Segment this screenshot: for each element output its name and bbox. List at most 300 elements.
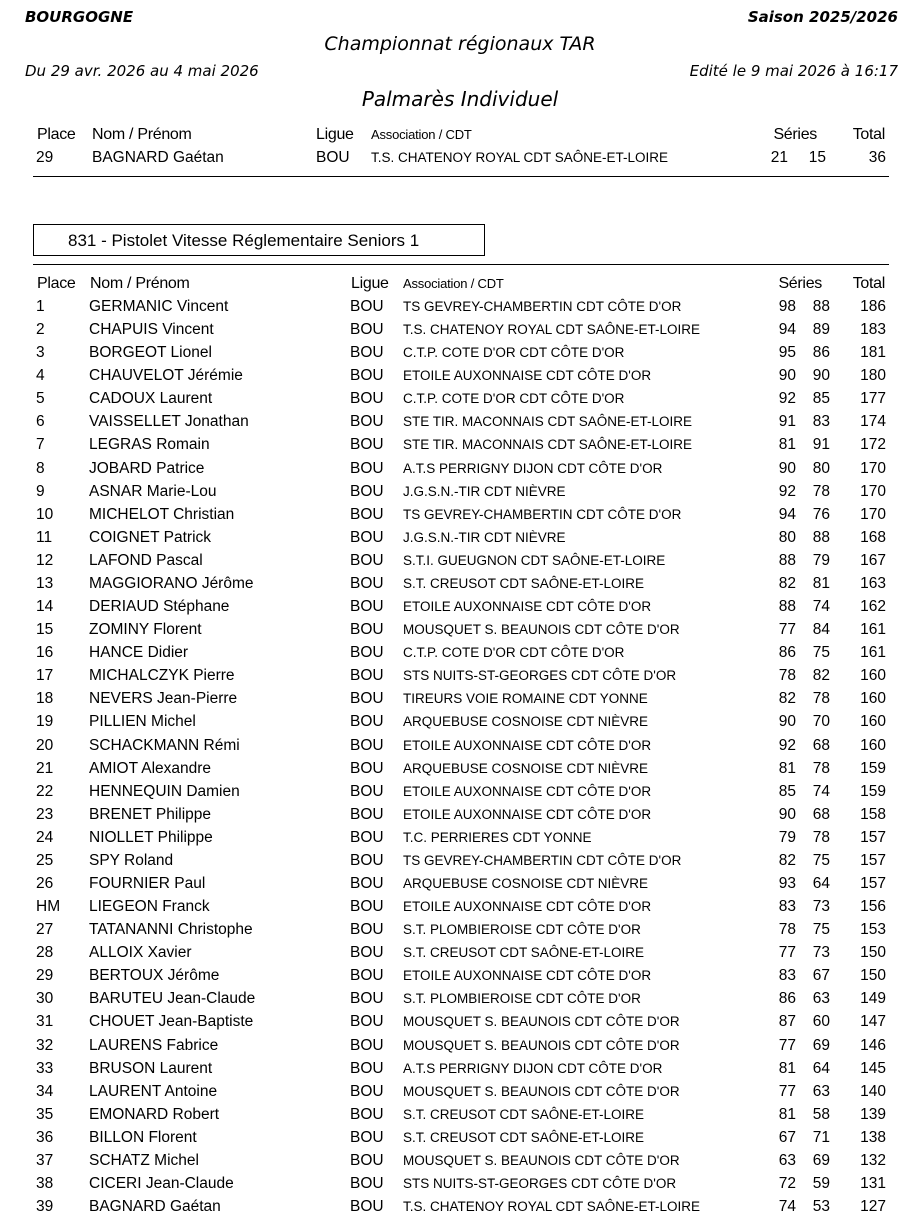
row-ligue: BOU: [350, 782, 384, 800]
row-series-2: 89: [812, 321, 830, 339]
table-row: [0, 321, 920, 344]
row-series-1: 77: [778, 1082, 796, 1100]
table-row: [0, 598, 920, 621]
row-series-2: 63: [812, 990, 830, 1008]
row-place: 31: [36, 1013, 54, 1031]
row-total: 163: [860, 574, 886, 592]
row-association: TIREURS VOIE ROMAINE CDT YONNE: [403, 691, 648, 707]
row-place: 2: [36, 321, 45, 339]
row-series-2: 90: [812, 367, 830, 385]
row-association: S.T. CREUSOT CDT SAÔNE-ET-LOIRE: [403, 945, 645, 961]
row-place: 27: [36, 921, 54, 939]
row-name: NIOLLET Philippe: [89, 828, 213, 846]
row-name: TATANANNI Christophe: [89, 921, 253, 939]
row-association: STE TIR. MACONNAIS CDT SAÔNE-ET-LOIRE: [403, 414, 693, 430]
row-association: S.T. PLOMBIEROISE CDT CÔTE D'OR: [403, 991, 641, 1007]
table-row: [0, 506, 920, 529]
row-place: 4: [36, 367, 45, 385]
row-name: SCHATZ Michel: [89, 1151, 199, 1169]
row-ligue: BOU: [350, 390, 384, 408]
row-place: 34: [36, 1082, 54, 1100]
row-series-2: 71: [812, 1128, 830, 1146]
table-row: [0, 1175, 920, 1198]
row-place: 19: [36, 713, 54, 731]
table-row: [0, 783, 920, 806]
row-name: MAGGIORANO Jérôme: [89, 574, 254, 592]
row-name: MICHELOT Christian: [89, 505, 235, 523]
row-ligue: BOU: [350, 990, 384, 1008]
row-series-2: 82: [812, 667, 830, 685]
row-name: BERTOUX Jérôme: [89, 967, 220, 985]
row-series-2: 67: [812, 967, 830, 985]
table-row: [0, 921, 920, 944]
table-row: [0, 1083, 920, 1106]
row-series-2: 73: [812, 898, 830, 916]
row-association: T.S. CHATENOY ROYAL CDT SAÔNE-ET-LOIRE: [403, 1199, 701, 1215]
table-row: [0, 621, 920, 644]
row-name: LAFOND Pascal: [89, 551, 203, 569]
table-row: [0, 1152, 920, 1175]
row-series-1: 94: [778, 505, 796, 523]
row-series-2: 86: [812, 344, 830, 362]
row-name: NEVERS Jean-Pierre: [89, 690, 238, 708]
row-association: ETOILE AUXONNAISE CDT CÔTE D'OR: [403, 806, 652, 822]
row-ligue: BOU: [350, 713, 384, 731]
row-place: 29: [36, 967, 54, 985]
row-series-2: 79: [812, 551, 830, 569]
row-series-2: 85: [812, 390, 830, 408]
row-name: PILLIEN Michel: [89, 713, 196, 731]
table-row: [0, 1037, 920, 1060]
row-association: C.T.P. COTE D'OR CDT CÔTE D'OR: [403, 345, 625, 361]
row-name: COIGNET Patrick: [89, 528, 212, 546]
row-ligue: BOU: [350, 875, 384, 892]
row-series-2: 78: [812, 828, 830, 846]
row-place: 26: [36, 875, 54, 892]
row-place: 7: [36, 436, 45, 454]
col-series-header: Séries: [773, 126, 817, 143]
row-series-1: 90: [778, 805, 796, 823]
row-total: 186: [860, 298, 886, 315]
shooter-header-row: [0, 126, 920, 149]
col-name-header: Nom / Prénom: [90, 275, 190, 292]
row-total: 132: [860, 1151, 886, 1169]
season-label: Saison 2025/2026: [747, 8, 898, 26]
row-place: 9: [36, 482, 45, 500]
row-series-2: 78: [812, 482, 830, 500]
row-name: ASNAR Marie-Lou: [89, 482, 217, 500]
row-association: MOUSQUET S. BEAUNOIS CDT CÔTE D'OR: [403, 622, 680, 638]
shooter-association: T.S. CHATENOY ROYAL CDT SAÔNE-ET-LOIRE: [371, 150, 669, 165]
row-place: 25: [36, 851, 54, 869]
table-row: [0, 760, 920, 783]
row-place: 6: [36, 413, 45, 431]
table-row: [0, 413, 920, 436]
table-row: [0, 898, 920, 921]
row-total: 162: [860, 598, 886, 616]
row-association: ETOILE AUXONNAISE CDT CÔTE D'OR: [403, 968, 652, 984]
row-place: 33: [36, 1059, 54, 1077]
row-association: MOUSQUET S. BEAUNOIS CDT CÔTE D'OR: [403, 1037, 680, 1053]
row-ligue: BOU: [350, 667, 384, 685]
row-series-2: 69: [812, 1036, 830, 1054]
event-box: [33, 224, 485, 256]
row-name: ZOMINY Florent: [89, 621, 202, 639]
row-series-2: 63: [812, 1082, 830, 1100]
row-name: DERIAUD Stéphane: [89, 598, 230, 616]
table-row: [0, 1106, 920, 1129]
row-total: 180: [860, 367, 886, 385]
row-total: 160: [860, 736, 886, 754]
row-name: CADOUX Laurent: [89, 390, 213, 408]
row-total: 139: [860, 1105, 886, 1123]
row-ligue: BOU: [350, 436, 384, 454]
row-place: 35: [36, 1105, 54, 1123]
row-ligue: BOU: [350, 344, 384, 362]
row-series-2: 70: [812, 713, 830, 731]
row-series-2: 78: [812, 690, 830, 708]
row-series-1: 81: [778, 436, 796, 454]
row-association: A.T.S PERRIGNY DIJON CDT CÔTE D'OR: [403, 1060, 663, 1076]
row-name: CHAPUIS Vincent: [89, 321, 214, 339]
row-total: 161: [860, 621, 886, 639]
row-total: 158: [860, 805, 886, 823]
row-series-2: 64: [812, 1059, 830, 1077]
row-series-2: 78: [812, 759, 830, 777]
championship-title: Championnat régionaux TAR: [324, 33, 596, 55]
row-association: J.G.S.N.-TIR CDT NIÈVRE: [403, 529, 566, 545]
row-series-1: 77: [778, 1036, 796, 1054]
row-name: LEGRAS Romain: [89, 436, 210, 454]
table-row: [0, 367, 920, 390]
event-title: 831 - Pistolet Vitesse Réglementaire Seniors 1: [68, 231, 420, 250]
row-name: LAURENS Fabrice: [89, 1036, 219, 1054]
table-row: [0, 644, 920, 667]
row-ligue: BOU: [350, 736, 384, 754]
row-series-2: 74: [812, 598, 830, 616]
shooter-name: BAGNARD Gaétan: [92, 149, 224, 166]
row-series-2: 73: [812, 944, 830, 962]
row-ligue: BOU: [350, 967, 384, 985]
row-place: 5: [36, 390, 45, 408]
row-place: 8: [36, 459, 45, 477]
row-series-2: 75: [812, 851, 830, 869]
row-series-1: 90: [778, 367, 796, 385]
row-series-2: 84: [812, 621, 830, 639]
row-name: GERMANIC Vincent: [89, 298, 229, 315]
row-place: 1: [36, 298, 45, 315]
row-total: 167: [860, 551, 886, 569]
row-association: C.T.P. COTE D'OR CDT CÔTE D'OR: [403, 645, 625, 661]
row-name: CHOUET Jean-Baptiste: [89, 1013, 254, 1031]
row-name: EMONARD Robert: [89, 1105, 220, 1123]
row-series-1: 82: [778, 690, 796, 708]
row-association: MOUSQUET S. BEAUNOIS CDT CÔTE D'OR: [403, 1014, 680, 1030]
row-series-1: 82: [778, 574, 796, 592]
row-association: ARQUEBUSE COSNOISE CDT NIÈVRE: [403, 760, 649, 776]
row-total: 161: [860, 644, 886, 662]
col-place-header: Place: [37, 275, 76, 292]
row-series-1: 92: [778, 390, 796, 408]
row-association: S.T. CREUSOT CDT SAÔNE-ET-LOIRE: [403, 1106, 645, 1122]
row-series-1: 90: [778, 459, 796, 477]
table-row: [0, 806, 920, 829]
row-total: 159: [860, 759, 886, 777]
table-row: [0, 713, 920, 736]
row-total: 150: [860, 967, 886, 985]
row-series-2: 53: [812, 1198, 830, 1216]
row-name: BAGNARD Gaétan: [89, 1198, 221, 1216]
row-ligue: BOU: [350, 1036, 384, 1054]
row-ligue: BOU: [350, 551, 384, 569]
row-place: 11: [36, 528, 53, 546]
table-row: [0, 436, 920, 459]
row-association: S.T.I. GUEUGNON CDT SAÔNE-ET-LOIRE: [403, 552, 666, 568]
row-ligue: BOU: [350, 528, 384, 546]
row-series-1: 74: [778, 1198, 796, 1216]
row-association: ETOILE AUXONNAISE CDT CÔTE D'OR: [403, 737, 652, 753]
row-series-1: 82: [778, 851, 796, 869]
shooter-series-1: 21: [770, 149, 788, 166]
row-total: 156: [860, 898, 886, 916]
row-place: 23: [36, 805, 54, 823]
row-total: 147: [860, 1013, 886, 1031]
row-association: S.T. CREUSOT CDT SAÔNE-ET-LOIRE: [403, 1129, 645, 1145]
row-series-1: 91: [778, 413, 796, 431]
col-ligue-header: Ligue: [316, 126, 354, 143]
row-series-1: 85: [778, 782, 796, 800]
row-place: 22: [36, 782, 54, 800]
row-ligue: BOU: [350, 690, 384, 708]
row-association: T.S. CHATENOY ROYAL CDT SAÔNE-ET-LOIRE: [403, 322, 701, 338]
row-ligue: BOU: [350, 944, 384, 962]
row-place: 20: [36, 736, 54, 754]
row-place: 10: [36, 505, 54, 523]
row-ligue: BOU: [350, 321, 384, 339]
row-name: CICERI Jean-Claude: [89, 1175, 234, 1193]
row-ligue: BOU: [350, 413, 384, 431]
col-total-header: Total: [852, 126, 885, 143]
table-row: [0, 460, 920, 483]
row-ligue: BOU: [350, 805, 384, 823]
row-ligue: BOU: [350, 505, 384, 523]
row-total: 127: [860, 1198, 886, 1216]
row-series-2: 75: [812, 921, 830, 939]
row-total: 181: [860, 344, 886, 362]
row-total: 153: [860, 921, 886, 939]
row-series-1: 81: [778, 1105, 796, 1123]
row-association: A.T.S PERRIGNY DIJON CDT CÔTE D'OR: [403, 460, 663, 476]
row-series-2: 64: [812, 875, 830, 892]
shooter-row: [0, 149, 920, 172]
row-series-2: 75: [812, 644, 830, 662]
row-total: 157: [860, 828, 886, 846]
row-series-2: 80: [812, 459, 830, 477]
row-name: VAISSELLET Jonathan: [89, 413, 249, 431]
row-association: ARQUEBUSE COSNOISE CDT NIÈVRE: [403, 876, 649, 891]
row-name: BARUTEU Jean-Claude: [89, 990, 256, 1008]
row-association: ETOILE AUXONNAISE CDT CÔTE D'OR: [403, 783, 652, 799]
row-ligue: BOU: [350, 598, 384, 616]
row-total: 131: [860, 1175, 886, 1193]
row-name: BRENET Philippe: [89, 805, 212, 823]
row-place: 24: [36, 828, 54, 846]
row-series-1: 93: [778, 875, 796, 892]
row-series-2: 74: [812, 782, 830, 800]
row-place: 13: [36, 574, 54, 592]
row-total: 183: [860, 321, 886, 339]
row-name: AMIOT Alexandre: [89, 759, 212, 777]
row-series-1: 63: [778, 1151, 796, 1169]
row-name: ALLOIX Xavier: [89, 944, 192, 962]
row-name: MICHALCZYK Pierre: [89, 667, 235, 685]
col-association-header: Association / CDT: [403, 276, 504, 291]
row-place: 32: [36, 1036, 54, 1054]
row-total: 140: [860, 1082, 886, 1100]
shooter-total: 36: [868, 149, 886, 166]
row-series-1: 88: [778, 598, 796, 616]
row-series-1: 87: [778, 1013, 796, 1031]
row-series-1: 90: [778, 713, 796, 731]
row-ligue: BOU: [350, 298, 384, 315]
row-series-2: 91: [812, 436, 830, 454]
row-series-1: 88: [778, 551, 796, 569]
row-series-1: 78: [778, 921, 796, 939]
row-name: BILLON Florent: [89, 1128, 197, 1146]
row-association: J.G.S.N.-TIR CDT NIÈVRE: [403, 483, 566, 499]
row-series-1: 67: [778, 1128, 796, 1146]
table-row: [0, 737, 920, 760]
row-association: STE TIR. MACONNAIS CDT SAÔNE-ET-LOIRE: [403, 437, 693, 453]
row-series-1: 83: [778, 967, 796, 985]
row-ligue: BOU: [350, 1059, 384, 1077]
divider: [33, 264, 889, 265]
section-title: Palmarès Individuel: [361, 87, 559, 111]
shooter-series-2: 15: [808, 149, 826, 166]
date-range: Du 29 avr. 2026 au 4 mai 2026: [25, 62, 259, 80]
table-row: [0, 944, 920, 967]
row-series-2: 69: [812, 1151, 830, 1169]
row-total: 168: [860, 528, 886, 546]
table-row: [0, 667, 920, 690]
row-place: HM: [36, 898, 61, 916]
row-place: 12: [36, 551, 54, 569]
row-place: 16: [36, 644, 54, 662]
row-name: LIEGEON Franck: [89, 898, 210, 916]
table-row: [0, 552, 920, 575]
row-series-1: 86: [778, 990, 796, 1008]
table-row: [0, 1013, 920, 1036]
row-total: 170: [860, 459, 886, 477]
row-series-1: 92: [778, 482, 796, 500]
row-place: 36: [36, 1128, 54, 1146]
table-row: [0, 852, 920, 875]
table-row: [0, 1198, 920, 1221]
row-association: MOUSQUET S. BEAUNOIS CDT CÔTE D'OR: [403, 1083, 680, 1099]
row-series-1: 83: [778, 898, 796, 916]
row-total: 170: [860, 482, 886, 500]
row-association: STS NUITS-ST-GEORGES CDT CÔTE D'OR: [403, 668, 677, 684]
row-total: 146: [860, 1036, 886, 1054]
col-total-header: Total: [852, 275, 885, 292]
row-name: JOBARD Patrice: [89, 459, 205, 477]
row-name: HANCE Didier: [89, 644, 189, 662]
row-name: SCHACKMANN Rémi: [89, 736, 240, 754]
row-ligue: BOU: [350, 1175, 384, 1193]
row-ligue: BOU: [350, 1013, 384, 1031]
row-association: STS NUITS-ST-GEORGES CDT CÔTE D'OR: [403, 1176, 677, 1192]
table-row: [0, 829, 920, 852]
row-name: CHAUVELOT Jérémie: [89, 367, 243, 385]
row-series-2: 76: [812, 505, 830, 523]
row-place: 14: [36, 598, 54, 616]
row-total: 149: [860, 990, 886, 1008]
row-association: S.T. PLOMBIEROISE CDT CÔTE D'OR: [403, 922, 641, 938]
table-row: [0, 390, 920, 413]
row-association: TS GEVREY-CHAMBERTIN CDT CÔTE D'OR: [403, 506, 682, 522]
row-association: S.T. CREUSOT CDT SAÔNE-ET-LOIRE: [403, 575, 645, 591]
row-total: 172: [860, 436, 886, 454]
row-ligue: BOU: [350, 921, 384, 939]
row-total: 145: [860, 1059, 886, 1077]
table-row: [0, 344, 920, 367]
row-series-1: 94: [778, 321, 796, 339]
row-series-2: 58: [812, 1105, 830, 1123]
row-place: 18: [36, 690, 54, 708]
row-series-1: 86: [778, 644, 796, 662]
row-association: ETOILE AUXONNAISE CDT CÔTE D'OR: [403, 368, 652, 384]
table-row: [0, 483, 920, 506]
table-row: [0, 575, 920, 598]
row-series-1: 78: [778, 667, 796, 685]
col-series-header: Séries: [778, 275, 822, 292]
row-place: 28: [36, 944, 54, 962]
results-header-row: [0, 275, 920, 298]
row-series-1: 95: [778, 344, 796, 362]
table-row: [0, 690, 920, 713]
row-series-1: 79: [778, 828, 796, 846]
row-series-1: 81: [778, 1059, 796, 1077]
row-total: 174: [860, 413, 886, 431]
row-place: 30: [36, 990, 54, 1008]
row-series-1: 77: [778, 621, 796, 639]
row-place: 17: [36, 667, 54, 685]
shooter-ligue: BOU: [316, 149, 350, 166]
table-row: [0, 529, 920, 552]
row-place: 38: [36, 1175, 54, 1193]
row-association: TS GEVREY-CHAMBERTIN CDT CÔTE D'OR: [403, 852, 682, 868]
table-row: [0, 1129, 920, 1152]
table-row: [0, 1060, 920, 1083]
row-total: 159: [860, 782, 886, 800]
row-ligue: BOU: [350, 1151, 384, 1169]
row-series-1: 72: [778, 1175, 796, 1193]
row-total: 160: [860, 667, 886, 685]
row-series-1: 81: [778, 759, 796, 777]
row-ligue: BOU: [350, 367, 384, 385]
row-ligue: BOU: [350, 1105, 384, 1123]
row-name: BRUSON Laurent: [89, 1059, 213, 1077]
row-series-2: 68: [812, 805, 830, 823]
row-association: ETOILE AUXONNAISE CDT CÔTE D'OR: [403, 899, 652, 915]
row-name: SPY Roland: [89, 851, 174, 869]
row-ligue: BOU: [350, 644, 384, 662]
row-place: 21: [36, 759, 54, 777]
row-association: MOUSQUET S. BEAUNOIS CDT CÔTE D'OR: [403, 1152, 680, 1168]
col-place-header: Place: [37, 126, 76, 143]
row-ligue: BOU: [350, 759, 384, 777]
row-total: 177: [860, 390, 886, 408]
